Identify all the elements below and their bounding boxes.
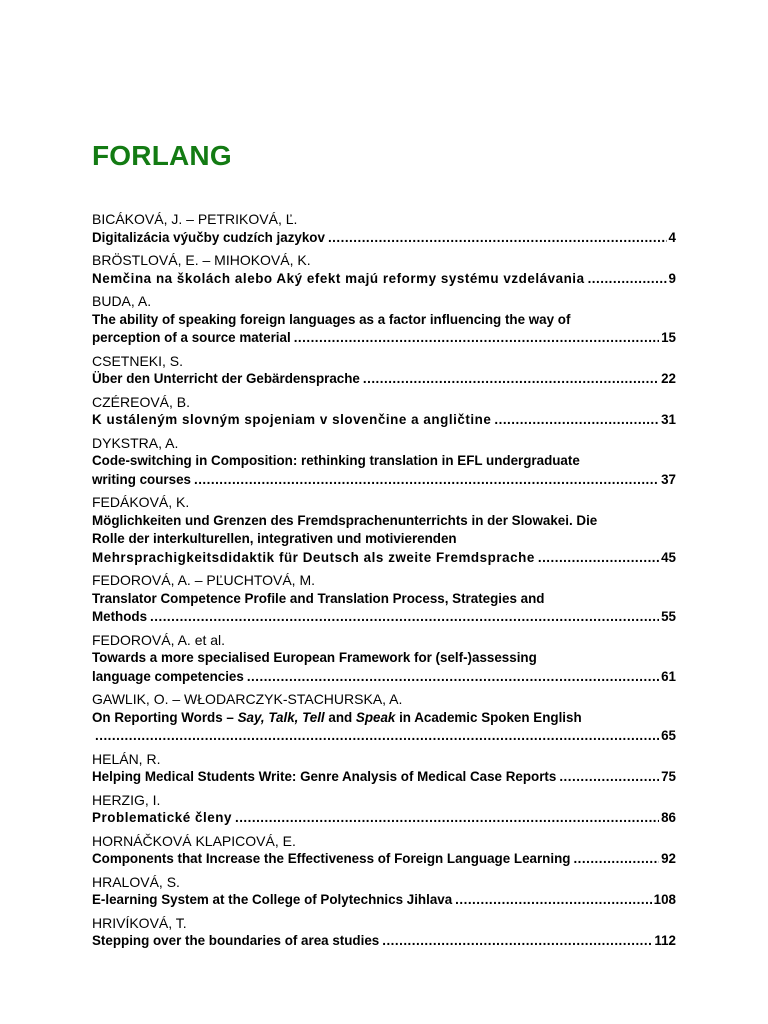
dot-leader <box>588 270 667 289</box>
toc-page-number: 92 <box>661 851 676 866</box>
toc-title-line: Code-switching in Composition: rethinking translation in EFL undergraduate <box>92 453 580 468</box>
toc-title-line: Möglichkeiten und Grenzen des Fremdsprachenunterrichts in der Slowakei. Die <box>92 512 598 528</box>
toc-title-part: On Reporting Words – <box>92 709 238 725</box>
dot-leader <box>150 608 659 627</box>
toc-title-line: Rolle der interkulturellen, integrativen und motivierenden <box>92 531 457 546</box>
toc-entry <box>92 393 676 430</box>
toc-title-text: K ustáleným slovným spojeniam v slovenčine a angličtine <box>92 412 492 427</box>
dot-leader <box>494 411 659 430</box>
dot-leader <box>538 549 659 568</box>
toc-author: BRÖSTLOVÁ, E. – MIHOKOVÁ, K. <box>92 252 311 268</box>
toc-title-text: Über den Unterricht der Gebärdensprache <box>92 371 360 386</box>
toc-title-with-page <box>92 891 676 910</box>
dot-leader <box>247 668 659 687</box>
toc-author: HRALOVÁ, S. <box>92 873 180 890</box>
dot-leader <box>559 768 659 787</box>
toc-title-italic-part: Say, Talk, Tell <box>237 709 325 725</box>
toc-title-with-page <box>92 549 676 568</box>
dot-leader <box>194 471 659 490</box>
toc-title-text: language competencies <box>92 668 244 684</box>
toc-entry <box>92 914 676 951</box>
toc-page-number: 22 <box>661 371 676 386</box>
toc-author: FEDOROVÁ, A. – PĽUCHTOVÁ, M. <box>92 572 316 588</box>
toc-title-text: Nemčina na školách alebo Aký efekt majú reformy systému vzdelávania <box>92 270 585 286</box>
toc-entry <box>92 210 676 247</box>
toc-entry <box>92 251 676 288</box>
toc-title-text: Stepping over the boundaries of area studies <box>92 933 380 948</box>
toc-title-with-page <box>92 850 676 869</box>
toc-title-with-page <box>92 608 676 627</box>
toc-entry <box>92 832 676 869</box>
toc-title-with-page <box>92 932 676 951</box>
toc-author: CZÉREOVÁ, B. <box>92 393 191 410</box>
toc-author: CSETNEKI, S. <box>92 352 184 369</box>
toc-author: FEDOROVÁ, A. et al. <box>92 631 226 648</box>
toc-entry <box>92 434 676 490</box>
toc-title-line: The ability of speaking foreign languages as a factor influencing the way of <box>92 311 571 327</box>
dot-leader <box>363 370 659 389</box>
toc-title-with-page <box>92 229 676 248</box>
toc-author: HERZIG, I. <box>92 791 161 808</box>
toc-title-text: perception of a source material <box>92 330 291 345</box>
toc-title-with-page <box>92 471 676 490</box>
toc-page-number: 45 <box>661 549 676 565</box>
toc-page-number: 108 <box>653 892 676 907</box>
toc-page-number: 4 <box>668 229 676 245</box>
dot-leader <box>235 809 659 828</box>
toc-author: HELÁN, R. <box>92 750 161 767</box>
toc-title-text: writing courses <box>92 471 191 487</box>
toc-author: BUDA, A. <box>92 293 152 309</box>
toc-author: HORNÁČKOVÁ KLAPICOVÁ, E. <box>92 832 296 849</box>
dot-leader <box>328 229 667 248</box>
toc-title-text: Mehrsprachigkeitsdidaktik für Deutsch als zweite Fremdsprache <box>92 549 535 565</box>
toc-title-with-page <box>92 727 676 746</box>
toc-entry <box>92 292 676 348</box>
toc-entry <box>92 873 676 910</box>
toc-page-number: 86 <box>661 810 676 825</box>
toc-author: BICÁKOVÁ, J. – PETRIKOVÁ, Ľ. <box>92 211 298 227</box>
toc-title-with-page <box>92 411 676 430</box>
dot-leader <box>382 932 652 951</box>
toc-entry <box>92 352 676 389</box>
toc-title-with-page <box>92 329 676 348</box>
dot-leader <box>455 891 651 910</box>
toc-page-number: 61 <box>661 668 676 684</box>
toc-entry <box>92 631 676 687</box>
toc-author: GAWLIK, O. – WŁODARCZYK-STACHURSKA, A. <box>92 691 403 707</box>
toc-title-text: Components that Increase the Effectiveness of Foreign Language Learning <box>92 851 571 866</box>
toc-page-number: 31 <box>661 412 676 427</box>
toc-title-with-page <box>92 668 676 687</box>
toc-author: HRIVÍKOVÁ, T. <box>92 914 187 931</box>
toc-title-part: in Academic Spoken English <box>395 709 582 725</box>
toc-page-number: 55 <box>661 609 676 624</box>
toc-entry <box>92 791 676 828</box>
toc-title-part: and <box>324 709 356 725</box>
toc-page-number: 112 <box>654 933 676 948</box>
dot-leader <box>573 850 659 869</box>
toc-author: DYKSTRA, A. <box>92 434 179 451</box>
toc-title-text: Digitalizácia výučby cudzích jazykov <box>92 229 325 245</box>
toc-page-number: 15 <box>661 330 676 345</box>
toc-title-line: Translator Competence Profile and Translation Process, Strategies and <box>92 590 545 606</box>
toc-title-text: Helping Medical Students Write: Genre Analysis of Medical Case Reports <box>92 769 557 784</box>
toc-author: FEDÁKOVÁ, K. <box>92 494 190 510</box>
table-of-contents <box>92 210 676 955</box>
toc-entry <box>92 493 676 567</box>
toc-entry <box>92 690 676 746</box>
section-heading: FORLANG <box>92 140 232 171</box>
toc-page-number: 37 <box>661 471 676 487</box>
dot-leader <box>95 727 659 746</box>
toc-page-number: 75 <box>661 769 676 784</box>
toc-page-number: 9 <box>668 270 676 286</box>
toc-entry <box>92 750 676 787</box>
toc-page-number: 65 <box>661 728 676 743</box>
toc-title-with-page <box>92 270 676 289</box>
toc-title-italic-part: Speak <box>355 709 396 725</box>
toc-title-with-page <box>92 370 676 389</box>
toc-title-text: E-learning System at the College of Polytechnics Jihlava <box>92 892 453 907</box>
dot-leader <box>294 329 659 348</box>
toc-title-with-page <box>92 768 676 787</box>
toc-title-line <box>92 709 676 728</box>
toc-title-line: Towards a more specialised European Framework for (self-)assessing <box>92 650 537 665</box>
toc-title-with-page <box>92 809 676 828</box>
toc-title-text: Methods <box>92 609 148 624</box>
toc-entry <box>92 571 676 627</box>
toc-title-text: Problematické členy <box>92 810 232 825</box>
